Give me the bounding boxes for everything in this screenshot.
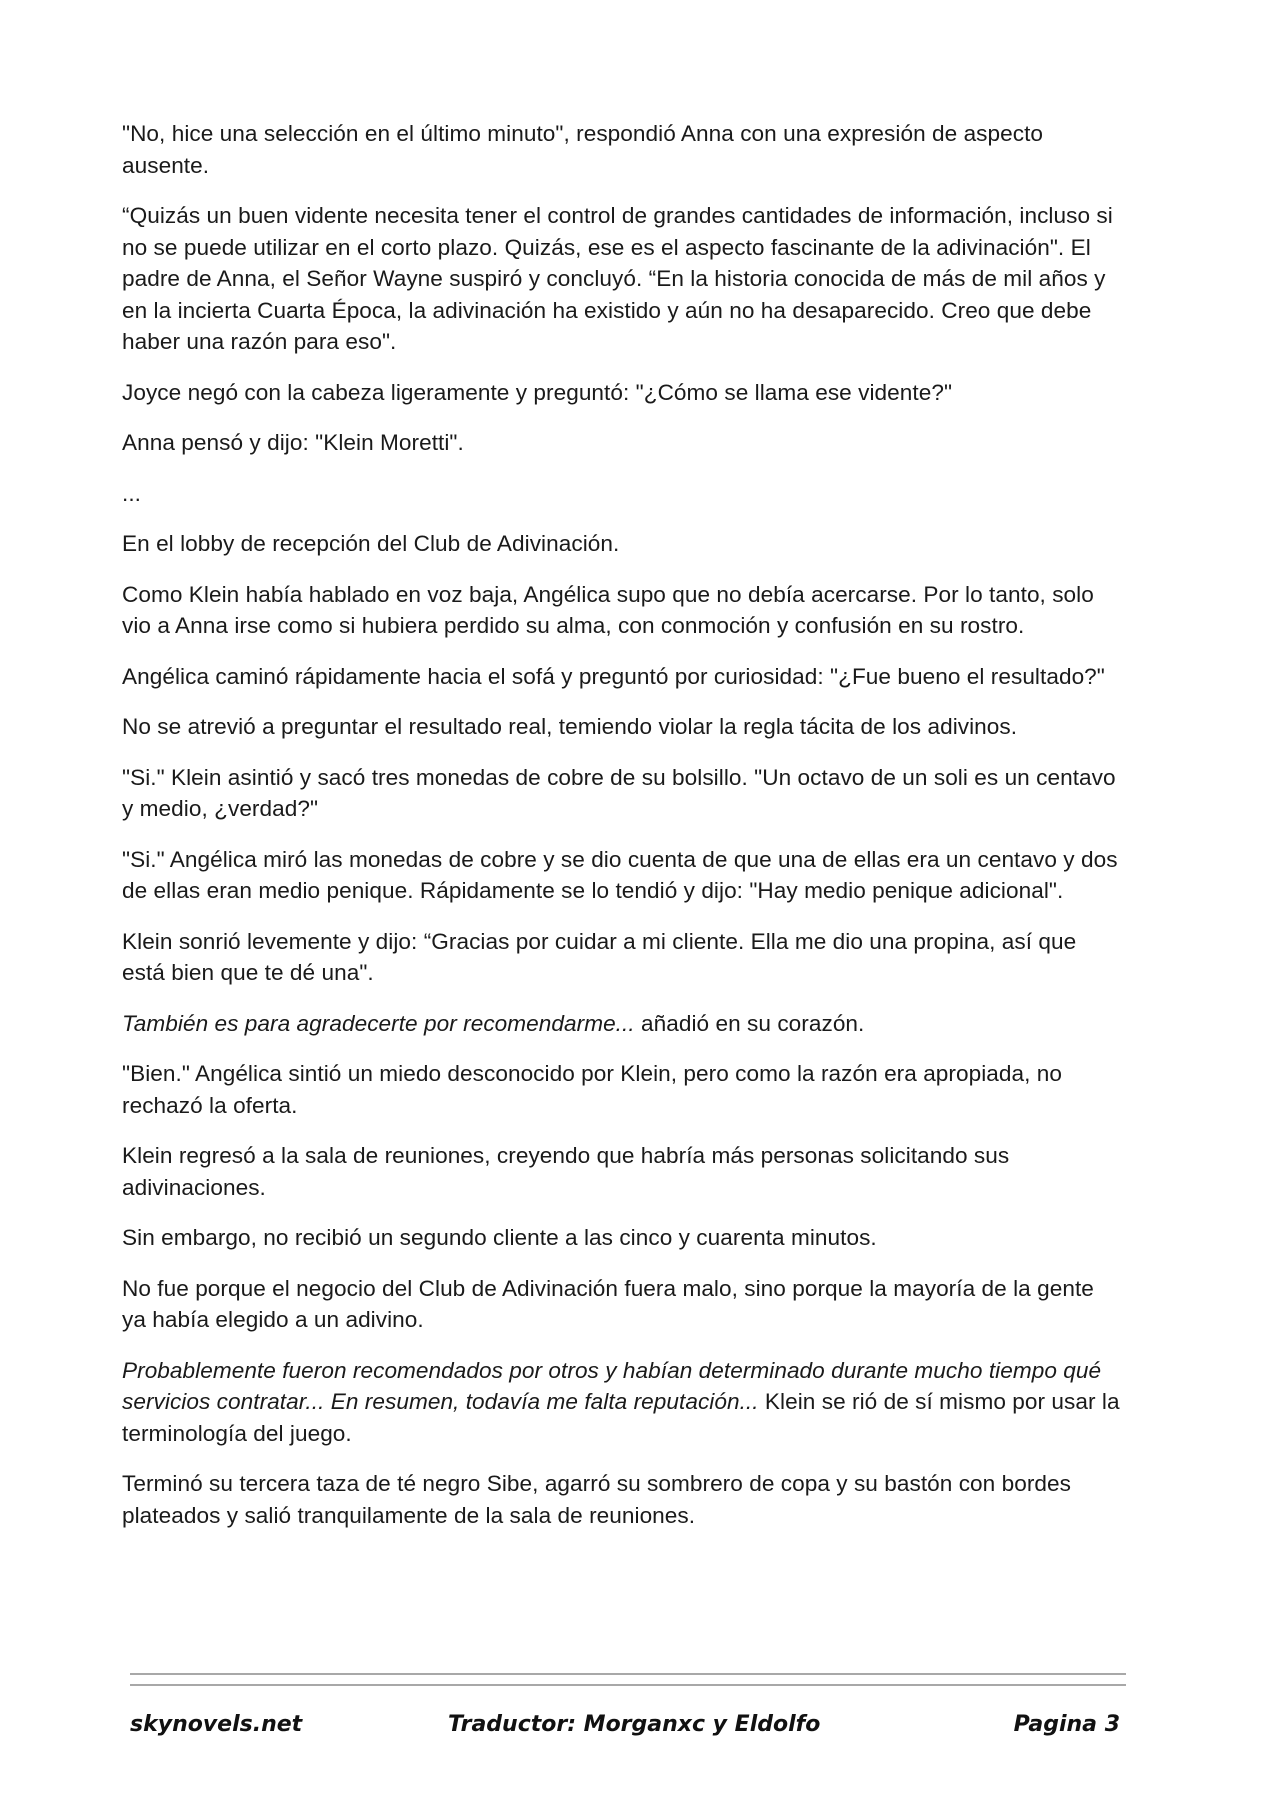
footer-divider-bottom bbox=[130, 1684, 1126, 1686]
footer-divider-top bbox=[130, 1673, 1126, 1675]
paragraph bbox=[122, 1008, 1122, 1040]
paragraph bbox=[122, 1222, 1122, 1254]
paragraph bbox=[122, 1355, 1122, 1450]
paragraph-text: Klein sonrió levemente y dijo: “Gracias por cuidar a mi cliente. Ella me dio una propina, así que está bien que te dé una". bbox=[122, 928, 1077, 985]
document-body bbox=[122, 118, 1122, 1550]
paragraph-text: "Si." Klein asintió y sacó tres monedas de cobre de su bolsillo. "Un octavo de un soli es un centavo y medio, ¿verdad?" bbox=[122, 764, 1116, 821]
paragraph bbox=[122, 926, 1122, 989]
paragraph bbox=[122, 762, 1122, 825]
footer-page-number: Pagina 3 bbox=[1013, 1712, 1120, 1737]
paragraph bbox=[122, 579, 1122, 642]
paragraph-text: ... bbox=[122, 480, 141, 506]
paragraph-text: Anna pensó y dijo: "Klein Moretti". bbox=[122, 430, 464, 455]
paragraph bbox=[122, 118, 1122, 181]
page-footer bbox=[130, 1712, 1120, 1746]
paragraph bbox=[122, 377, 1122, 409]
paragraph bbox=[122, 1058, 1122, 1121]
paragraph bbox=[122, 1140, 1122, 1203]
paragraph-text: Terminó su tercera taza de té negro Sibe, agarró su sombrero de copa y su bastón con bordes plateados y salió tranquilamente de la sala de reuniones. bbox=[122, 1471, 1071, 1528]
paragraph-text: No se atrevió a preguntar el resultado real, temiendo violar la regla tácita de los adivinos. bbox=[122, 714, 1018, 739]
paragraph-text: Sin embargo, no recibió un segundo cliente a las cinco y cuarenta minutos. bbox=[122, 1225, 877, 1250]
paragraph-text: Joyce negó con la cabeza ligeramente y preguntó: "¿Cómo se llama ese vidente?" bbox=[122, 379, 953, 405]
paragraph bbox=[122, 200, 1122, 358]
paragraph-text: “Quizás un buen vidente necesita tener el control de grandes cantidades de información, incluso si no se puede utilizar en el corto plazo. Quizás, ese es el aspecto fascinante de la adivinación". El padre de Anna, el Señor Wayne suspiró y concluyó. “En la historia conocida de más de mil años y en la incierta Cuarta Época, la adivinación ha existido y aún no ha desaparecido. Creo que debe haber una razón para eso". bbox=[122, 203, 1113, 354]
paragraph-text: Angélica caminó rápidamente hacia el sofá y preguntó por curiosidad: "¿Fue bueno el resultado?" bbox=[122, 663, 1105, 689]
paragraph-text: "Bien." Angélica sintió un miedo desconocido por Klein, pero como la razón era apropiada, no rechazó la oferta. bbox=[122, 1061, 1063, 1118]
paragraph-text: "No, hice una selección en el último minuto", respondió Anna con una expresión de aspecto ausente. bbox=[122, 121, 1044, 178]
paragraph bbox=[122, 478, 1122, 510]
paragraph-text: Klein se rió de sí mismo por usar la terminología del juego. bbox=[122, 1389, 1120, 1446]
italic-thought-text: También es para agradecerte por recomendarme... bbox=[122, 1010, 635, 1036]
paragraph bbox=[122, 661, 1122, 693]
paragraph bbox=[122, 844, 1122, 907]
paragraph bbox=[122, 1468, 1122, 1531]
paragraph-text: "Si." Angélica miró las monedas de cobre y se dio cuenta de que una de ellas era un centavo y dos de ellas eran medio penique. Rápidamente se lo tendió y dijo: "Hay medio penique adicional". bbox=[122, 846, 1118, 903]
paragraph bbox=[122, 1273, 1122, 1336]
paragraph-text: Klein regresó a la sala de reuniones, creyendo que habría más personas solicitando sus adivinaciones. bbox=[122, 1143, 1010, 1200]
italic-thought-text: Probablemente fueron recomendados por otros y habían determinado durante mucho tiempo qué servicios contratar... En resumen, todavía me falta reputación... bbox=[122, 1357, 1102, 1414]
footer-translator-credit: Traductor: Morganxc y Eldolfo bbox=[448, 1712, 821, 1737]
paragraph-text: Como Klein había hablado en voz baja, Angélica supo que no debía acercarse. Por lo tanto, solo vio a Anna irse como si hubiera perdido su alma, con conmoción y confusión en su rostro. bbox=[122, 581, 1094, 638]
paragraph bbox=[122, 711, 1122, 743]
paragraph-text: añadió en su corazón. bbox=[634, 1010, 865, 1036]
paragraph bbox=[122, 427, 1122, 459]
paragraph-text: En el lobby de recepción del Club de Adivinación. bbox=[122, 531, 620, 556]
paragraph bbox=[122, 528, 1122, 560]
footer-site-link[interactable]: skynovels.net bbox=[130, 1712, 303, 1737]
paragraph-text: No fue porque el negocio del Club de Adivinación fuera malo, sino porque la mayoría de la gente ya había elegido a un adivino. bbox=[122, 1275, 1094, 1332]
